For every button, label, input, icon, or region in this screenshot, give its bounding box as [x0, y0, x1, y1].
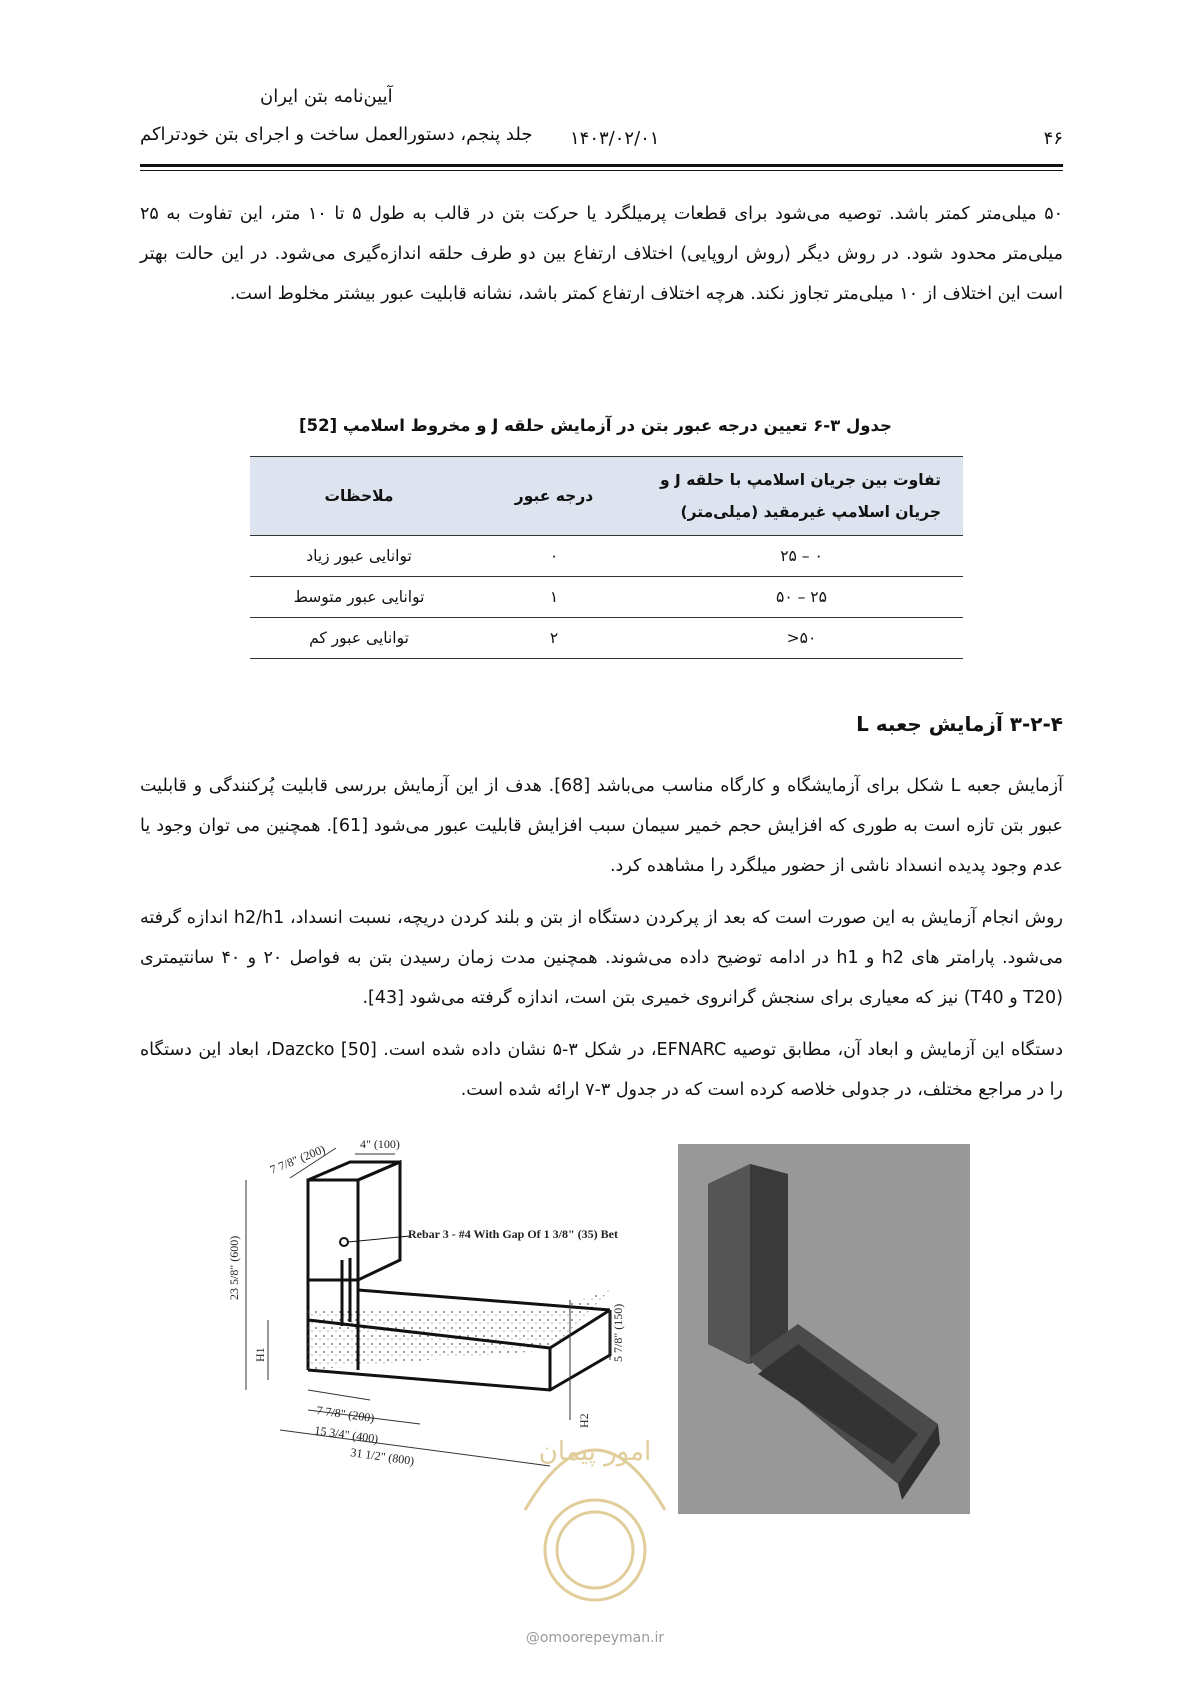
gate-pin: [340, 1238, 348, 1246]
cell-diff: ۲۵ – ۵۰: [640, 577, 963, 618]
dim-end: 5 7/8" (150): [611, 1303, 625, 1362]
page-number: ۴۶: [1043, 128, 1063, 149]
passing-grade-table: [250, 456, 963, 659]
body-paragraph-3: دستگاه این آزمایش و ابعاد آن، مطابق توصیه EFNARC، در شکل ۳-۵ نشان داده شده است. Dazcko [50]، ابعاد این دستگاه را در مراجع مختلف، در جدولی خلاصه کرده است که در جدول ۳-۷ ارائه شده است.: [140, 1040, 1064, 1100]
dim-400: 15 3/4" (400): [313, 1423, 380, 1446]
cell-note: توانایی عبور زیاد: [250, 536, 468, 577]
dim-200: 7 7/8" (200): [315, 1403, 376, 1426]
header-rule-thin: [140, 170, 1063, 171]
cell-grade: ۰: [468, 536, 640, 577]
l-box-photo: [678, 1144, 970, 1514]
dim-800: 31 1/2" (800): [349, 1445, 416, 1468]
body-paragraph-1: آزمایش جعبه L شکل برای آزمایشگاه و کارگاه مناسب می‌باشد [68]. هدف از این آزمایش بررسی قابلیت پُرکنندگی و قابلیت عبور بتن تازه است به طوری که افزایش حجم خمیر سیمان سبب افزایش قابلیت عبور می‌شود [61]. همچنین می توان وجود یا عدم وجود پدیده انسداد ناشی از حضور میلگرد را مشاهده کرد.: [140, 776, 1063, 876]
body-paragraph-2: روش انجام آزمایش به این صورت است که بعد از پرکردن دستگاه از بتن و بلند کردن دریچه، نسبت انسداد، h2/h1 اندازه گرفته می‌شود. پارامتر های h2 و h1 در ادامه توضیح داده می‌شوند. همچنین مدت زمان رسیدن بتن به فواصل ۲۰ و ۴۰ سانتیمتری (T20 و T40) نیز که معیاری برای سنجش گرانروی خمیری بتن است، اندازه گرفته می‌شود [43].: [140, 908, 1064, 1008]
header-notes: ملاحظات: [250, 457, 468, 536]
cell-diff: ۰ – ۲۵: [640, 536, 963, 577]
dim-top-left: 7 7/8" (200): [267, 1141, 328, 1177]
header-title: آیین‌نامه بتن ایران: [260, 86, 393, 107]
table-caption: جدول ۳-۶ تعیین درجه عبور بتن در آزمایش حلقه J و مخروط اسلامپ [52]: [299, 416, 892, 435]
trough-fill: [308, 1290, 610, 1370]
dim-top-right: 4" (100): [360, 1137, 400, 1151]
cell-note: توانایی عبور کم: [250, 618, 468, 659]
h2-label: H2: [577, 1413, 591, 1428]
header-diff: تفاوت بین جریان اسلامپ با حلقه J و جریان اسلامپ غیرمقید (میلی‌متر): [640, 457, 963, 536]
header-rule-thick: [140, 164, 1063, 167]
watermark-seal: [505, 1400, 685, 1610]
header-date: ۱۴۰۳/۰۲/۰۱: [570, 128, 660, 149]
table-header-row: [250, 457, 963, 536]
cell-note: توانایی عبور متوسط: [250, 577, 468, 618]
cell-grade: ۱: [468, 577, 640, 618]
table-row: [250, 577, 963, 618]
h1-label: H1: [253, 1347, 267, 1362]
seal-text: امور پیمان: [538, 1437, 652, 1467]
table-row: [250, 618, 963, 659]
cell-grade: ۲: [468, 618, 640, 659]
watermark-url: @omoorepeyman.ir: [525, 1630, 665, 1646]
page-header: [140, 80, 1063, 170]
section-heading: ۳-۲-۴ آزمایش جعبه L: [856, 712, 1063, 736]
intro-paragraph: ۵۰ میلی‌متر کمتر باشد. توصیه می‌شود برای قطعات پرمیلگرد یا حرکت بتن در قالب به طول ۵ تا ۱۰ متر، این تفاوت به ۲۵ میلی‌متر محدود شود. در روش دیگر (روش اروپایی) اختلاف ارتفاع بین دو طرف حلقه اندازه‌گیری می‌شود. در این حالت بهتر است این اختلاف از ۱۰ میلی‌متر تجاوز نکند. هرچه اختلاف ارتفاع کمتر باشد، نشانه قابلیت عبور بیشتر مخلوط است.: [140, 204, 1064, 304]
table-row: [250, 536, 963, 577]
dim-height: 23 5/8" (600): [227, 1235, 241, 1300]
rebar-label: Rebar 3 - #4 With Gap Of 1 3/8" (35) Bet: [408, 1227, 618, 1241]
header-grade: درجه عبور: [468, 457, 640, 536]
cell-diff: ۵۰<: [640, 618, 963, 659]
header-subtitle: جلد پنجم، دستورالعمل ساخت و اجرای بتن خودتراکم: [140, 124, 533, 145]
